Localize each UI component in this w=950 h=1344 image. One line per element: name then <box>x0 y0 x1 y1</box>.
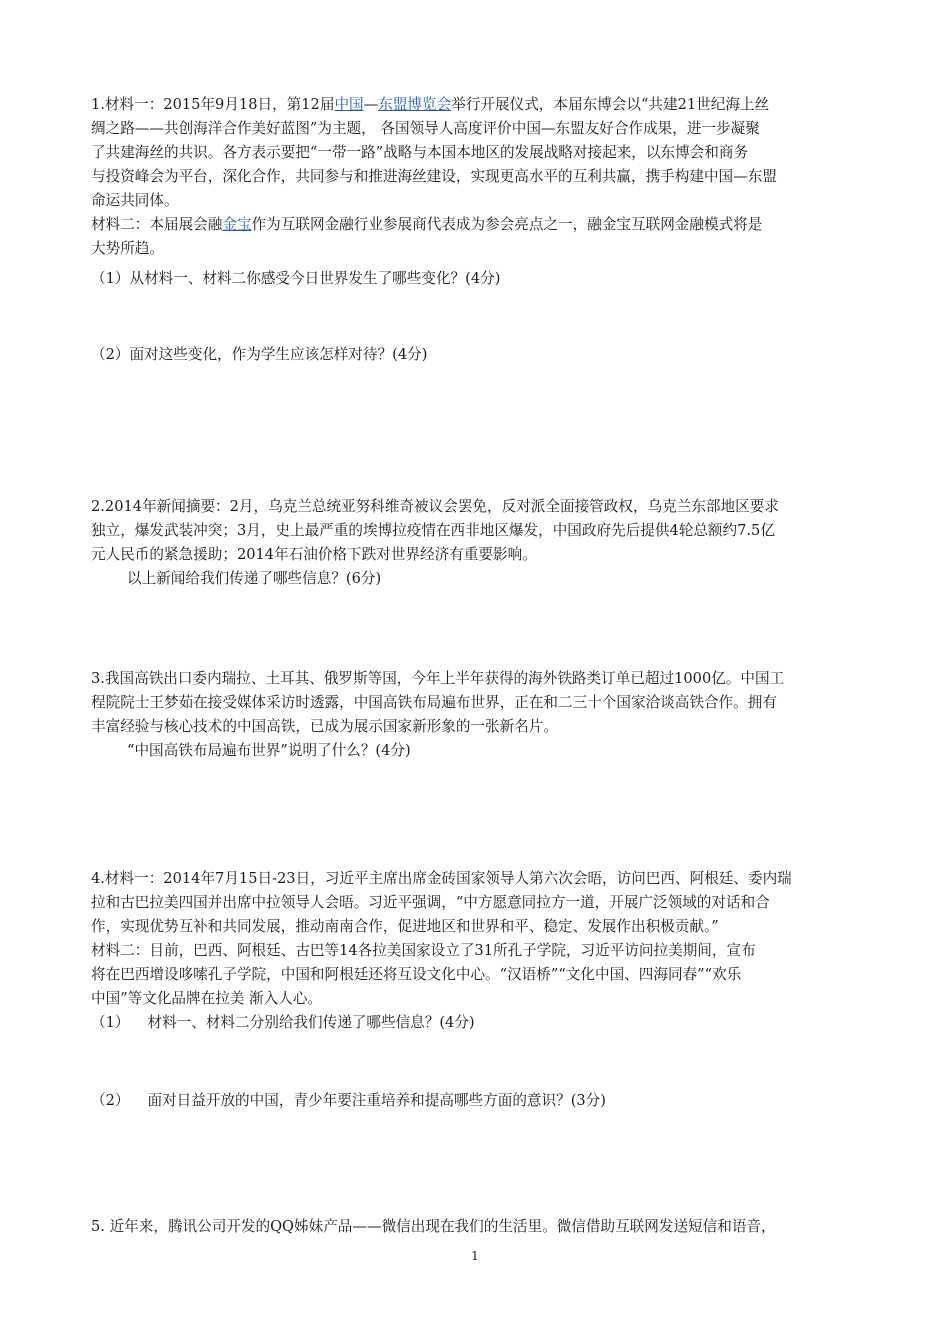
question-4 <box>91 867 863 1035</box>
page-number: 1 <box>471 1249 479 1263</box>
q1-m2-pre: 材料二：本届展会融 <box>91 216 223 233</box>
q2-question: 以上新闻给我们传递了哪些信息？(6分) <box>127 570 382 587</box>
question-1 <box>91 93 863 261</box>
q4-sub2-text: 面对日益开放的中国，青少年要注重培养和提高哪些方面的意识？(3分) <box>147 1092 606 1109</box>
q2-line-3: 元人民币的紧急援助；2014年石油价格下跌对世界经济有重要影响。 <box>91 546 537 563</box>
q1-line-3: 了共建海丝的共识。各方表示要把“一带一路”战略与本国本地区的发展战略对接起来，以东博会和商务 <box>91 144 749 161</box>
q1-sub-question-1: （1）从材料一、材料二你感受今日世界发生了哪些变化？(4分) <box>91 270 501 287</box>
q1-line-4: 与投资峰会为平台，深化合作，共同参与和推进海丝建设，实现更高水平的互利共赢，携手构建中国—东盟 <box>91 168 777 185</box>
q3-line-3: 丰富经验与核心技术的中国高铁，已成为展示国家新形象的一张新名片。 <box>91 718 559 735</box>
q1-line-1 <box>91 93 863 117</box>
question-2 <box>91 495 863 591</box>
q4-line-1: 4.材料一：2014年7月15日-23日，习近平主席出席金砖国家领导人第六次会晤，访问巴西、阿根廷、委内瑞 <box>91 870 792 887</box>
q4-line-3: 作，实现优势互补和共同发展，推动南南合作，促进地区和世界和平、稳定、发展作出积极贡献。” <box>91 918 719 935</box>
q3-line-1: 3.我国高铁出口委内瑞拉、土耳其、俄罗斯等国，今年上半年获得的海外铁路类订单已超过1000亿。中国工 <box>91 670 785 687</box>
q1-text-post: 举行开展仪式，本届东博会以“共建21世纪海上丝 <box>451 96 770 113</box>
q1-text-pre: 1.材料一：2015年9月18日，第12届 <box>91 96 335 113</box>
q1-dash: — <box>363 96 379 113</box>
q4-sub1-text: 材料一、材料二分别给我们传递了哪些信息？(4分) <box>147 1014 475 1031</box>
q1-material-2-line-1 <box>91 213 863 237</box>
q2-line-1: 2.2014年新闻摘要：2月，乌克兰总统亚努科维奇被议会罢免，反对派全面接管政权，乌克兰东部地区要求 <box>91 498 779 515</box>
q4-sub1-number: （1） <box>91 1014 130 1031</box>
q3-line-2: 程院院士王梦茹在接受媒体采访时透露，中国高铁布局遍布世界，正在和二三十个国家洽谈高铁合作。拥有 <box>91 694 777 711</box>
question-3 <box>91 667 863 763</box>
q4-line-5: 将在巴西增设哆嗦孔子学院，中国和阿根廷还将互设文化中心。“汉语桥”“文化中国、四海同春”“欢乐 <box>91 966 742 983</box>
link-jinbao[interactable]: 金宝 <box>222 216 252 233</box>
q2-line-2: 独立，爆发武装冲突；3月，史上最严重的埃博拉疫情在西非地区爆发，中国政府先后提供4轮总额约7.5亿 <box>91 522 775 539</box>
q5-line-1: 5. 近年来，腾讯公司开发的QQ姊妹产品——微信出现在我们的生活里。微信借助互联网发送短信和语音， <box>91 1218 776 1235</box>
q1-sub-question-2: （2）面对这些变化，作为学生应该怎样对待？(4分) <box>91 346 428 363</box>
q4-line-2: 拉和古巴拉美四国并出席中拉领导人会晤。习近平强调，“中方愿意同拉方一道，开展广泛领域的对话和合 <box>91 894 770 911</box>
q4-line-6: 中国”等文化品牌在拉美 渐入人心。 <box>91 990 323 1007</box>
link-asean-expo[interactable]: 东盟博览会 <box>378 96 452 113</box>
q3-question: “中国高铁布局遍布世界”说明了什么？(4分) <box>127 742 411 759</box>
q4-sub-question-2 <box>91 1089 863 1113</box>
q4-sub2-number: （2） <box>91 1092 130 1109</box>
q1-line-5: 命运共同体。 <box>91 192 179 209</box>
question-5 <box>91 1215 863 1239</box>
q1-material-2-line-2: 大势所趋。 <box>91 240 164 257</box>
q4-sub-question-1 <box>91 1011 863 1035</box>
q4-line-4: 材料二：目前，巴西、阿根廷、古巴等14各拉美国家设立了31所孔子学院，习近平访问拉美期间，宣布 <box>91 942 756 959</box>
link-china[interactable]: 中国 <box>334 96 364 113</box>
q1-m2-post: 作为互联网金融行业参展商代表成为参会亮点之一，融金宝互联网金融模式将是 <box>251 216 763 233</box>
q1-line-2: 绸之路——共创海洋合作美好蓝图”为主题， 各国领导人高度评价中国—东盟友好合作成果，进一步凝聚 <box>91 120 760 137</box>
